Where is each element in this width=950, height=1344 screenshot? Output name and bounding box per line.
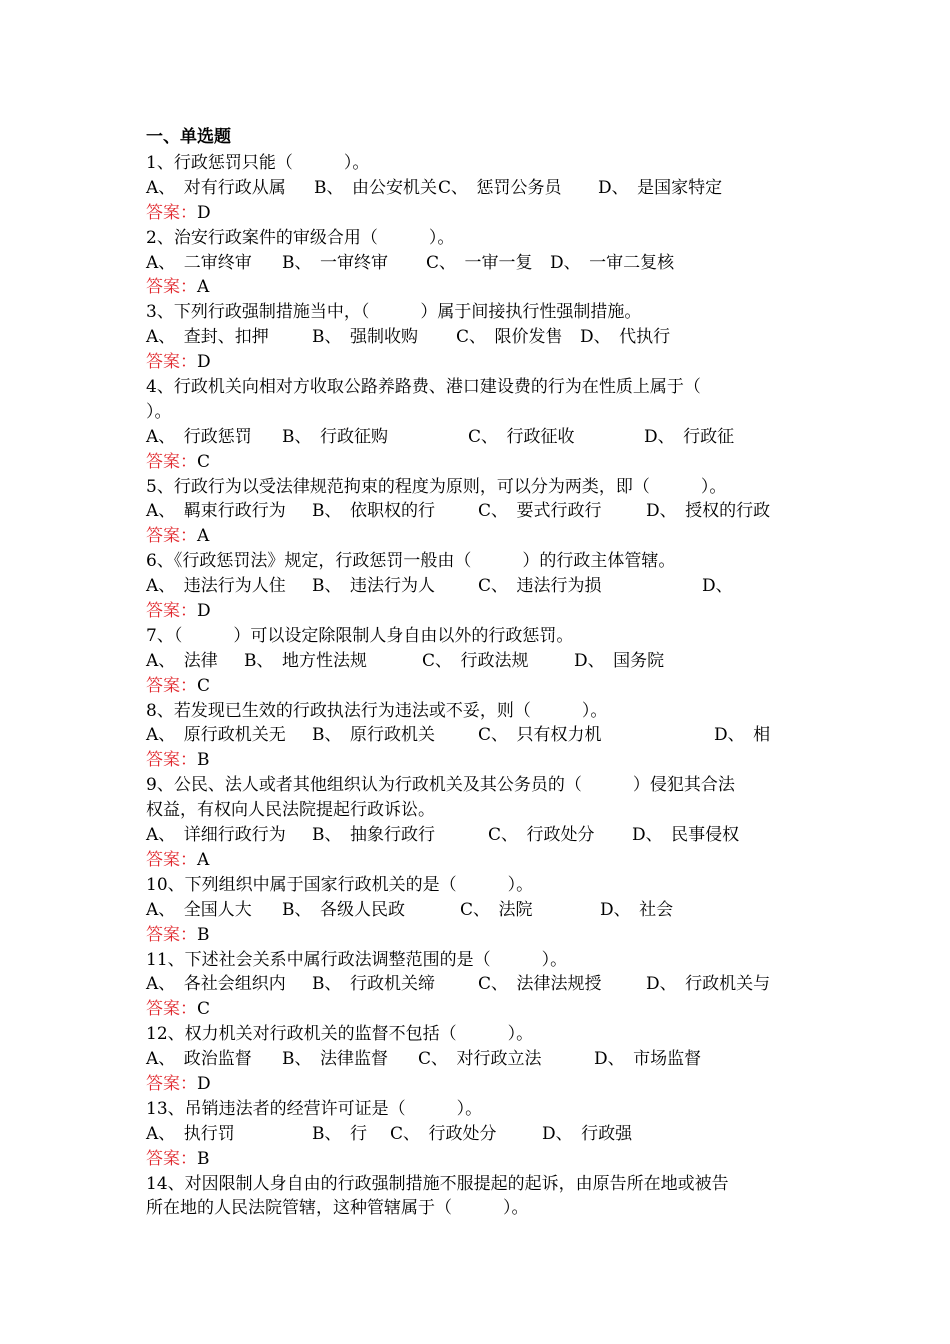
question-list [146, 123, 812, 1221]
question-14 [146, 1172, 812, 1222]
option-d: D、 相 [714, 725, 771, 746]
option-a: A、 原行政机关无 [146, 725, 286, 746]
options-row [146, 499, 812, 524]
option-b: B、 原行政机关 [312, 725, 435, 746]
question-stem-line: ）。 [146, 401, 172, 422]
question-7 [146, 624, 812, 699]
answer-line [146, 350, 812, 375]
answer-value: C [197, 451, 211, 472]
answer-value: D [197, 202, 211, 223]
option-b: B、 一审终审 [282, 252, 388, 273]
answer-label: 答案： [146, 675, 197, 696]
option-a: A、 政治监督 [146, 1049, 252, 1070]
option-c: C、 对行政立法 [418, 1049, 542, 1070]
options-row [146, 176, 812, 201]
question-5 [146, 475, 812, 550]
option-d: D、 行政征 [644, 426, 735, 447]
answer-line [146, 1147, 812, 1172]
option-d: D、 行政机关与 [646, 974, 771, 995]
option-c: C、 法院 [460, 899, 533, 920]
answer-line [146, 674, 812, 699]
option-b: B、 由公安机关 [314, 177, 437, 198]
option-b: B、 依职权的行 [312, 501, 435, 522]
question-stem-line: 11、下述社会关系中属行政法调整范围的是（ ）。 [146, 949, 568, 970]
answer-line [146, 848, 812, 873]
answer-line [146, 201, 812, 226]
option-d: D、 代执行 [580, 327, 671, 348]
answer-value: C [197, 999, 211, 1020]
option-a: A、 详细行政行为 [146, 825, 286, 846]
option-a: A、 违法行为人住 [146, 576, 286, 597]
answer-value: A [197, 277, 210, 298]
option-d: D、 授权的行政 [646, 501, 771, 522]
answer-value: A [197, 526, 210, 547]
answer-line [146, 997, 812, 1022]
option-a: A、 查封、扣押 [146, 327, 269, 348]
option-c: C、 违法行为损 [478, 576, 602, 597]
answer-label: 答案： [146, 202, 197, 223]
option-a: A、 全国人大 [146, 899, 252, 920]
option-a: A、 对有行政从属 [146, 177, 286, 198]
question-stem-line: 13、吊销违法者的经营许可证是（ ）。 [146, 1098, 483, 1119]
options-row [146, 574, 812, 599]
question-stem-line: 12、权力机关对行政机关的监督不包括（ ）。 [146, 1024, 534, 1045]
answer-label: 答案： [146, 924, 197, 945]
option-b: B、 行政机关缔 [312, 974, 435, 995]
answer-value: B [197, 750, 210, 771]
question-stem-line: 5、行政行为以受法律规范拘束的程度为原则，可以分为两类，即（ ）。 [146, 476, 727, 497]
answer-label: 答案： [146, 601, 197, 622]
option-b: B、 行政征购 [282, 426, 388, 447]
option-d: D、 国务院 [574, 650, 665, 671]
option-d: D、 市场监督 [594, 1049, 702, 1070]
question-stem-line: 3、下列行政强制措施当中，（ ）属于间接执行性强制措施。 [146, 302, 642, 323]
options-row [146, 1047, 812, 1072]
question-stem-line: 所在地的人民法院管辖，这种管辖属于（ ）。 [146, 1198, 529, 1219]
answer-line [146, 923, 812, 948]
question-1 [146, 151, 812, 226]
question-6 [146, 549, 812, 624]
option-a: A、 法律 [146, 650, 218, 671]
question-stem-line: 2、治安行政案件的审级合用（ ）。 [146, 227, 455, 248]
option-b: B、 违法行为人 [312, 576, 435, 597]
question-stem-line: 9、公民、法人或者其他组织认为行政机关及其公务员的（ ）侵犯其合法 [146, 775, 735, 796]
answer-value: C [197, 675, 211, 696]
answer-line [146, 524, 812, 549]
answer-value: B [197, 1148, 210, 1169]
option-a: A、 二审终审 [146, 252, 252, 273]
answer-label: 答案： [146, 999, 197, 1020]
options-row [146, 425, 812, 450]
options-row [146, 649, 812, 674]
option-b: B、 法律监督 [282, 1049, 388, 1070]
question-stem-line: 8、若发现已生效的行政执法行为违法或不妥，则（ ）。 [146, 700, 608, 721]
option-a: A、 执行罚 [146, 1123, 235, 1144]
option-d: D、 社会 [600, 899, 674, 920]
options-row [146, 325, 812, 350]
options-row [146, 823, 812, 848]
question-stem-line: 6、《行政惩罚法》规定，行政惩罚一般由（ ）的行政主体管辖。 [146, 551, 676, 572]
option-c: C、 行政法规 [422, 650, 529, 671]
question-stem-line: 1、行政惩罚只能（ ）。 [146, 153, 370, 173]
option-b: B、 各级人民政 [282, 899, 405, 920]
option-a: A、 行政惩罚 [146, 426, 252, 447]
options-row [146, 723, 812, 748]
question-stem-line: 7、（ ）可以设定除限制人身自由以外的行政惩罚。 [146, 625, 574, 646]
option-c: C、 限价发售 [456, 327, 563, 348]
option-a: A、 羁束行政行为 [146, 501, 286, 522]
question-stem-line: 权益，有权向人民法院提起行政诉讼。 [146, 800, 435, 821]
option-b: B、 行 [312, 1123, 367, 1144]
option-d: D、 行政强 [542, 1123, 633, 1144]
option-d: D、 一审二复核 [550, 252, 675, 273]
option-b: B、 抽象行政行 [312, 825, 435, 846]
options-row [146, 1122, 812, 1147]
answer-label: 答案： [146, 526, 197, 547]
option-d: D、 民事侵权 [632, 825, 740, 846]
answer-label: 答案： [146, 750, 197, 771]
option-c: C、 行政处分 [390, 1123, 497, 1144]
question-3 [146, 300, 812, 375]
option-c: C、 惩罚公务员 [438, 177, 562, 198]
option-c: C、 行政处分 [488, 825, 595, 846]
question-11 [146, 948, 812, 1023]
question-13 [146, 1097, 812, 1172]
option-c: C、 法律法规授 [478, 974, 602, 995]
option-c: C、 行政征收 [468, 426, 575, 447]
option-c: C、 要式行政行 [478, 501, 602, 522]
question-10 [146, 873, 812, 948]
option-c: C、 一审一复 [426, 252, 533, 273]
question-stem-line: 4、行政机关向相对方收取公路养路费、港口建设费的行为在性质上属于（ [146, 377, 701, 398]
section-title: 一、单选题 [146, 127, 231, 147]
answer-label: 答案： [146, 849, 197, 870]
answer-label: 答案： [146, 451, 197, 472]
answer-line [146, 599, 812, 624]
options-row [146, 972, 812, 997]
answer-value: D [197, 1073, 211, 1094]
answer-label: 答案： [146, 1073, 197, 1094]
question-2 [146, 226, 812, 301]
options-row [146, 251, 812, 276]
answer-line [146, 450, 812, 475]
option-b: B、 强制收购 [312, 327, 418, 348]
question-stem-line: 10、下列组织中属于国家行政机关的是（ ）。 [146, 874, 534, 895]
answer-value: A [197, 849, 210, 870]
answer-line [146, 275, 812, 300]
question-4 [146, 375, 812, 475]
option-a: A、 各社会组织内 [146, 974, 286, 995]
question-stem-line: 14、对因限制人身自由的行政强制措施不服提起的起诉，由原告所在地或被告 [146, 1173, 729, 1194]
question-9 [146, 773, 812, 873]
answer-value: D [197, 352, 211, 373]
answer-value: B [197, 924, 210, 945]
option-d: D、 [702, 576, 733, 597]
option-b: B、 地方性法规 [244, 650, 367, 671]
answer-label: 答案： [146, 352, 197, 373]
answer-line [146, 1072, 812, 1097]
answer-line [146, 748, 812, 773]
option-c: C、 只有权力机 [478, 725, 602, 746]
question-12 [146, 1022, 812, 1097]
answer-value: D [197, 601, 211, 622]
answer-label: 答案： [146, 1148, 197, 1169]
options-row [146, 898, 812, 923]
answer-label: 答案： [146, 277, 197, 298]
option-d: D、 是国家特定 [598, 177, 723, 198]
question-8 [146, 699, 812, 774]
